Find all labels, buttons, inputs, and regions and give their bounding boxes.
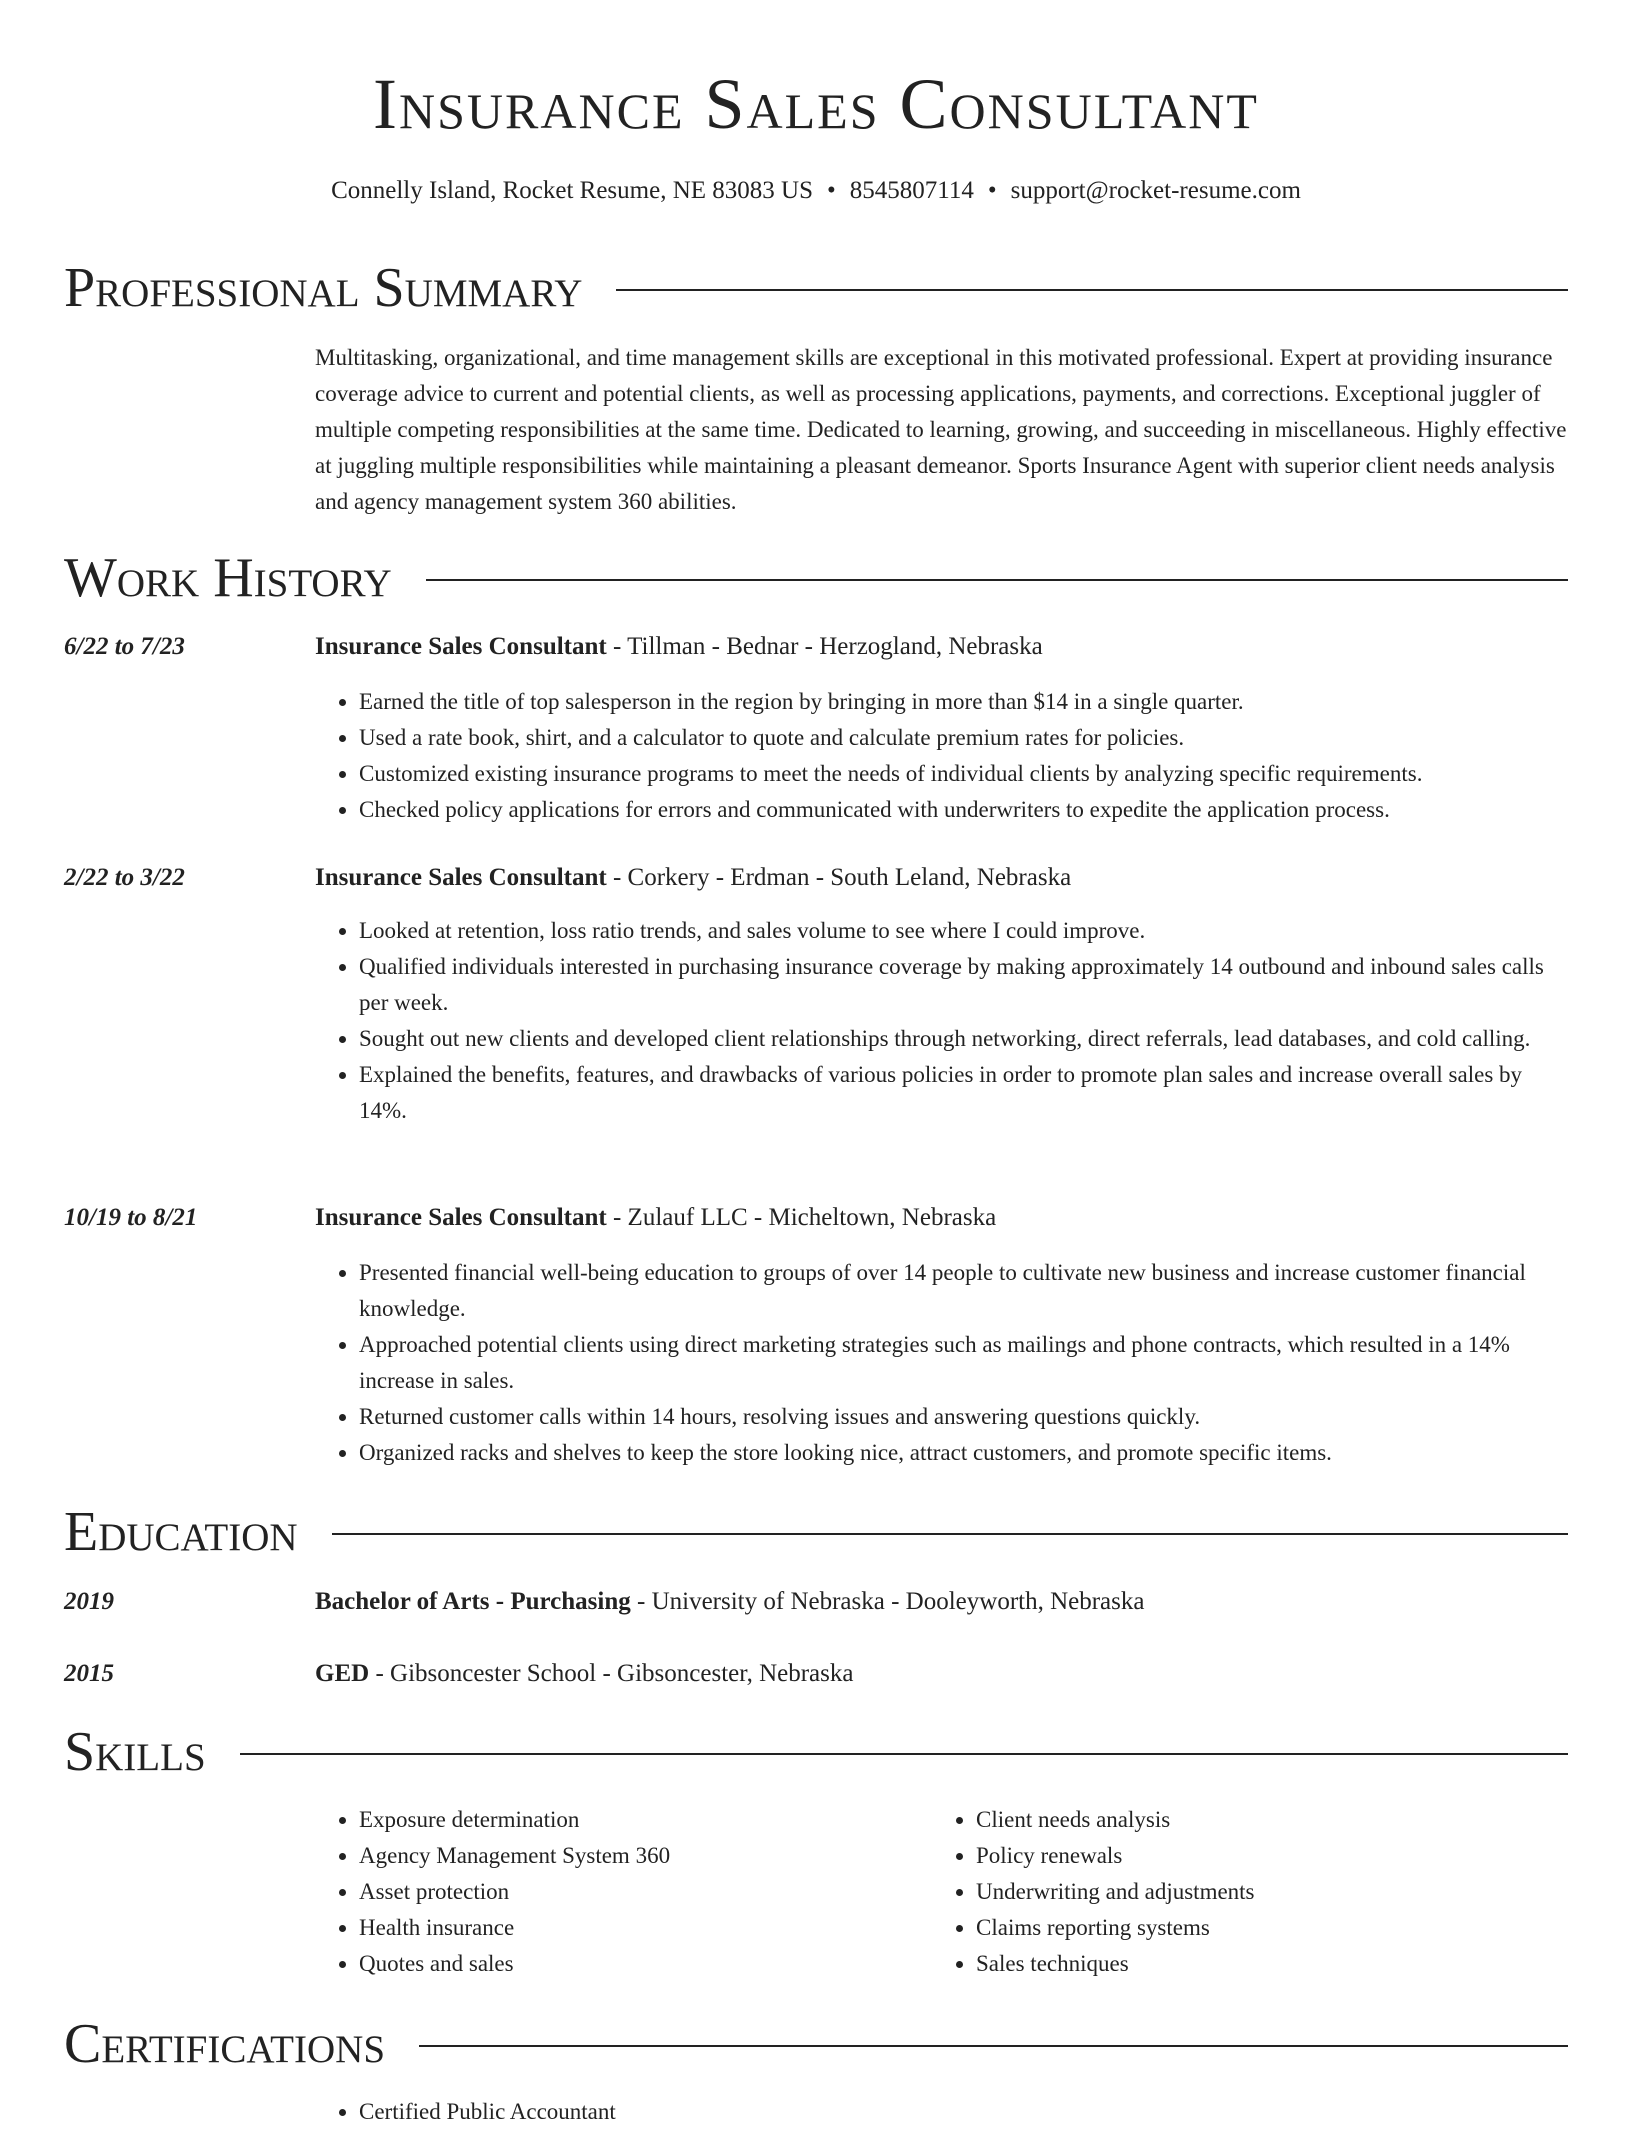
job-bullets (315, 684, 1571, 828)
section-title: Certifications (64, 2013, 386, 2075)
education-year: 2019 (64, 1588, 114, 1615)
job-bullets (315, 913, 1571, 1129)
section-divider (332, 1533, 1568, 1535)
skill-item: • Claims reporting systems (976, 1910, 1572, 1946)
contact-separator: • (987, 177, 997, 204)
list-item: • Looked at retention, loss ratio trends, and sales volume to see where I could improve. (359, 913, 1571, 949)
list-item: • Explained the benefits, features, and drawbacks of various policies in order to promote plan sales and increase overall sales by 14%. (359, 1057, 1571, 1129)
skills-list-left (315, 1802, 915, 1982)
job-dates: 10/19 to 8/21 (64, 1204, 198, 1231)
skill-item: • Health insurance (359, 1910, 915, 1946)
job-employer: - Zulauf LLC - Micheltown, Nebraska (606, 1204, 997, 1231)
list-item: • Qualified individuals interested in purchasing insurance coverage by making approximately 14 outbound and inbound sales calls per week. (359, 949, 1571, 1021)
list-item: • Customized existing insurance programs to meet the needs of individual clients by analyzing specific requirements. (359, 756, 1571, 792)
section-divider (616, 289, 1568, 291)
section-divider (426, 579, 1568, 581)
job-dates: 2/22 to 3/22 (64, 864, 185, 891)
list-item: • Checked policy applications for errors and communicated with underwriters to expedite the application process. (359, 792, 1571, 828)
section-header-work-history (64, 546, 1568, 610)
job-title-line (315, 860, 1571, 896)
contact-address: Connelly Island, Rocket Resume, NE 83083 US (331, 177, 813, 204)
section-header-skills (64, 1720, 1568, 1784)
job-title: Insurance Sales Consultant (315, 864, 607, 891)
education-school: - University of Nebraska - Dooleyworth, Nebraska (630, 1588, 1145, 1615)
skill-item: • Client needs analysis (976, 1802, 1572, 1838)
contact-separator: • (827, 177, 836, 204)
section-header-summary (64, 256, 1568, 320)
skill-item: • Agency Management System 360 (359, 1838, 915, 1874)
section-title: Work History (64, 547, 392, 609)
list-item: • Earned the title of top salesperson in the region by bringing in more than $14 in a single quarter. (359, 684, 1571, 720)
certifications-list (315, 2094, 1571, 2130)
education-degree: GED (315, 1660, 370, 1687)
certification-item: • Certified Public Accountant (359, 2094, 1571, 2130)
section-header-education (64, 1500, 1568, 1564)
section-title: Skills (64, 1721, 206, 1783)
summary-text: Multitasking, organizational, and time management skills are exceptional in this motivated professional. Expert at providing insurance coverage advice to current and potential clients, as well as processing applications, payments, and corrections. Exceptional juggler of multiple competing responsibilities at the same time. Dedicated to learning, growing, and succeeding in miscellaneous. Highly effective at juggling multiple responsibilities while maintaining a pleasant demeanor. Sports Insurance Agent with superior client needs analysis and agency management system 360 abilities. (315, 345, 1567, 514)
section-title: Professional Summary (64, 257, 583, 319)
section-divider (240, 1753, 1568, 1755)
education-year: 2015 (64, 1660, 114, 1687)
job-title: Insurance Sales Consultant (315, 633, 607, 660)
job-employer: - Corkery - Erdman - South Leland, Nebraska (606, 864, 1072, 891)
job-employer: - Tillman - Bednar - Herzogland, Nebraska (606, 633, 1043, 660)
education-school: - Gibsoncester School - Gibsoncester, Nebraska (369, 1660, 854, 1687)
list-item: • Approached potential clients using direct marketing strategies such as mailings and phone contracts, which resulted in a 14% increase in sales. (359, 1327, 1571, 1399)
job-dates: 6/22 to 7/23 (64, 633, 185, 660)
skill-item: • Underwriting and adjustments (976, 1874, 1572, 1910)
resume-title: Insurance Sales Consultant (373, 64, 1259, 144)
job-title-line (315, 629, 1571, 665)
list-item: • Sought out new clients and developed client relationships through networking, direct referrals, lead databases, and cold calling. (359, 1021, 1571, 1057)
skill-item: • Exposure determination (359, 1802, 915, 1838)
list-item: • Organized racks and shelves to keep the store looking nice, attract customers, and promote specific items. (359, 1435, 1571, 1471)
list-item: • Used a rate book, shirt, and a calculator to quote and calculate premium rates for policies. (359, 720, 1571, 756)
skill-item: • Sales techniques (976, 1946, 1572, 1982)
job-title-line (315, 1200, 1571, 1236)
list-item: • Presented financial well-being education to groups of over 14 people to cultivate new business and increase customer financial knowledge. (359, 1255, 1571, 1327)
education-line (315, 1584, 1571, 1620)
skill-item: • Asset protection (359, 1874, 915, 1910)
education-line (315, 1656, 1571, 1692)
contact-line (0, 174, 1632, 208)
contact-phone: 8545807114 (849, 177, 974, 204)
contact-email: support@rocket-resume.com (1010, 177, 1301, 204)
skills-list-right (932, 1802, 1572, 1982)
skill-item: • Policy renewals (976, 1838, 1572, 1874)
list-item: • Returned customer calls within 14 hours, resolving issues and answering questions quickly. (359, 1399, 1571, 1435)
skill-item: • Quotes and sales (359, 1946, 915, 1982)
job-title: Insurance Sales Consultant (315, 1204, 607, 1231)
section-divider (419, 2045, 1568, 2047)
section-header-certifications (64, 2012, 1568, 2076)
education-degree: Bachelor of Arts - Purchasing (315, 1588, 631, 1615)
job-bullets (315, 1255, 1571, 1471)
section-title: Education (64, 1501, 298, 1563)
